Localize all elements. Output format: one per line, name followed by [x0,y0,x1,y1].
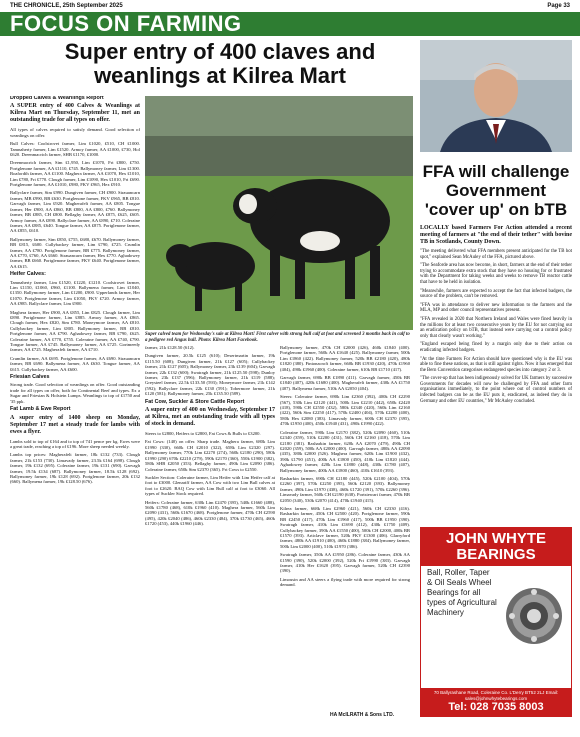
paragraph: Fat Cows: (140) on offer. Sharp trade. Maghera farmer, 680k Lim £1990 (330), 660k CH £2010 (322), 658k Lim £2320 (297). Ballymoney farmer, 770k Lim £2270 (274), 560k £2180 (290), 580k £1990 (290) 670k £2210 (279), 590k £2170 (360), 550k £1900 (382), 580k SHB £2050 (353). Bellaghy farmer, 490k Lim £2090 (386). Coleraine farmer, 650k Sim £2370 (365). Fri Cows to £2550. [145,439,275,472]
paragraph: Limousin and AA steers a flying trade with more required for strong demand. [280,576,410,588]
paragraph: Dreenmacrich farmer, Sim £1,950, Lim £1070, Fri £800, £750. Portglenone farmer, AA £1110, £745. Ballymoney farmer, Lim £1300. Boafordth farmer, AA £1100. Maghera farmer, AA £1070, Hex £1010, Lim £780, Fri £770. Clough farmer, Lim £1090, Hex £1010, Fri £690. Portglenone farmer, AA £1010, £980, FKV £965, Hex £910. [10,160,140,188]
paragraph: All types of calves required to satisfy demand. Good selection of weanlings on offer. [10,127,140,138]
side-strapline: LOCALLY based Farmers For Action attended a recent meeting of farmers at "the end of their tether" with bovine TB in Scotlands, County Down. [420,225,572,245]
subhead: Fat Lamb & Ewe Report [10,406,71,413]
section-title: FOCUS ON FARMING [10,11,242,36]
paragraph: "Meanwhile, farmers are expected to accept the fact that infected badgers, the source of the problem, can't be removed. [420,288,572,300]
paragraph: "England escaped being fined by a margin only due to their action on eradicating infected badgers. [420,342,572,353]
paragraph: Kilrea farmer, 668k Lim £2960 (421), 560k CH £2330 (416). Rasharkin farmer, 450k CH £2500 (420). Portglenone farmer, 590k BB £2450 (417), 470k Lim £1960 (417), 500k BB £1950 (390). Swatragh farmer, 410k Lim £1690 (412), 430k £1750 (409). Cullybackey farmer, 390k AA £1550 (400), 500k CH £2000, 400k BB £1570 (393). Articlave farmer, 520k FKV £1300 (406). Glarryford farmer, 480k AA £1910 (400), 460k £1880 (384). Ballymoney farmer, 500k Lim £2000 (400), 510k £1970 (386). [280,505,410,549]
paragraph: Crumlin farmer, AA £695. Portglenone farmer, AA £690. Strauancarn farmer, BB £690. Ballymena farmer, AA £630. Tongue farmer, AA £615. Cullybackey farmer, AA £600. [10,355,140,372]
paragraph: Heifers: Coleraine farmer, 630k Lim £2470 (395), 540k £1660 (488), 560k £1780 (468), 610k £1960 (410). Maghera farmer, 560k Lim £2090 (431), 560k £1670 (468). Portglenone farmer, 470k CH £2590 (495), 420k £2040 (486), 460k £2330 (484), 370k £1730 (465), 460k £1720 (453), 440k £1960 (446). [145,499,275,527]
paragraph: "At the time Farmers For Action should have questioned why is the EU was able to fine these nations, as that is still against rights. Now it has emerged that the Bern Convention categorises endangered species into category 2 or 3. [420,356,572,373]
advert-phone[interactable]: Tel: 028 7035 8003 [448,701,544,713]
strapline: A SUPER entry of 400 Calves & Weanlings at Kilrea Mart on Thursday, September 11, met an outstanding trade for all types on offer. [10,103,140,124]
paragraph: Dungiven farmer, 20.5k £125 (610); Desertmartin farmer, 19k £115.50 (608); Dungiven farmer, 21k £127 (605); Cullybackey farmer, 21k £127 (605); Ballymoney farmer, 23k £139 (604); Garvagh farmer, 22k £132 (600); Swatragh farmer, 21k £125.50 (598); Dunloy farmer, 23k £137 (596); Ballymoney farmer, 21k £119 (588); Greysteel farmer, 22.5k £133.50 (593); Moneymore farmer, 21k £142 (592); Ballyclare farmer, 22k £130 (591); Tobermore farmer, 21k £120 (581); Ballymoney farmer, 25k £135.50 (589). [145,353,275,397]
cattle-photo-illustration [145,96,413,336]
paragraph: farmer, 21k £128.50 (612). [145,345,195,350]
subhead: Friesian Calves [10,374,50,381]
cattle-photo [145,96,413,336]
advert-footer [421,688,571,716]
publication-line: THE CHRONICLE, 25th September 2025 [10,3,123,9]
paragraph: Lambs top prices: Magherafelt farmer, 18k £132 (733). Clough farmer, 21k £153 (730). Limavady farmer, 23.5k £164 (698). Clough farmer, 19k £132 (695). Coleraine farmer, 19k £131 (690). Garvagh farmer, 19.5k £134 (687). Ballymoney farmer, 18.5k £128 (692). Ballymoney farmer, 19k £128 (692). Portglenone farmer, 20k £132 (660). Ballymena farmer, 19k £128.50 (676). [10,452,140,485]
strapline: A super entry of 1400 sheep on Monday, September 17 met a steady trade for lambs with ewes a flyer. [10,414,140,435]
paragraph: Ballyclare farmer, Sim £990. Dungiven farmer, CH £900. Strauancarn farmer, MB £990, BB £630. Portglenone farmer, FKV £965, BB £810. Garvagh farmer, Lim £920. Magherafelt farmer, AA £805. Tongue farmer, Her £900, AA £860, BB £800, AA £800, £760. Ballymoney farmer, BB £885, CH £800. Bellaghy farmer, AA £875, £625, £605. Armoy farmer, AA £890. Ballyclare farmer, AA £890, £710. Coleraine farmer, AA £885, £640. Tongue farmer, AA £875. Portglenone farmer, AA £855, £610. [10,190,140,234]
advert-address: 70 Ballyrashane Road, Coleraine Co. L'Derry BT52 2LJ Email: sales@johnwhytebearings.com [433,690,559,701]
paragraph: Ballymoney farmer, 470k CH £2000 (426), 460k £1840 (400). Portglenone farmer, 560k AA £1640 (425). Ballymoney farmer, 500k Lim £1860 (422). Ballymoney farmer, 520k BB £2180 (420), 480k £1820 (380). Fintonacroft farmer, 660k BB £1930 (420), 470k £1960 (404), 490k £1960 (400). Coleraine farmer, 610k BB £1710 (417). [280,345,410,372]
paragraph: Ballymoney farmer, Sim £850, £755, £680, £670. Ballymoney farmer, BB £815, £600. Cullybackey farmer, Lim £790, £725. Crumlin farmer, AA £780. Portglenone farmer, BB £775. Ballymoney farmer, AA £770, £760, AA £660. Strauancarn farmer, Hex £770. Aghadowey farmer, BB £660. Portglenone farmer, FKV £640. Portglenone farmer, AA £615. [10,236,140,269]
bearing-icon [501,578,567,658]
paragraph: Suckler Section: Coleraine farmer, Lim Heifer with Lim Heifer calf at foot to £3000. Glenariff farmer, AA Cow with two Lim Bull calves at foot to £2620. BAQ Cow with Lim Bull calf at foot to £3060. All types of Suckler Stock required. [145,474,275,497]
side-body [420,225,572,404]
paragraph: Strong trade. Good selection of weanlings on offer. Good outstanding trade for all types on offer, both for Continental Beef and types. Ex a Sugar and Friesian & Holstein Lumps. Weanlings to top of £1750 and '35 ppk. [10,382,140,404]
paragraph: Bull Calves: Coolstrovet farmer, Lim £1020, £510, CH £1000. Tamnaherty farmer, Lim £1520. Armoy farmer, AA £1000, £730, Hol £620. Dreenmacrich farmer, SHB £1170, £1000. [10,141,140,158]
paragraph: "The cover-up that has been indigenously solved for UK farmers by successive Governments for decades will now be challenged by FFA and other farm organisations immediately, to the point where out of control numbers of infected badgers can be as the EU puts it, eradicated, as indeed they do in Germany and other EU countries," Mr McAuley concluded. [420,376,572,404]
section-banner [0,12,580,36]
photo-credit: HA McILRATH & Sons LTD. [330,712,395,718]
advert-description: Ball, Roller, Taper & Oil Seals Wheel Bearings for all types of Agricultural Machinery [427,568,497,617]
paragraph: "FFA revealed in 2020 that Northern Ireland and Wales were fined heavily in the millions for at least two consecutive years by the EU for not carrying out an eradication policy on bTB, that instead were carrying out a control policy only that clearly wasn't working." [420,316,572,339]
article-column-1 [10,96,140,696]
portrait-illustration [420,40,572,152]
paragraph: "The meeting delivered what FFA members present anticipated for the TB hot spot," explained Sean McAuley of the FFA, pictured above. [420,249,572,260]
article-column-3 [280,345,410,695]
portrait-photo [420,40,572,152]
page-number: Page 33 [547,3,570,9]
paragraph: Rasharkin farmer, 690k CH £2180 (445), 520k £2100 (404), 570k £2260 (397), 570k £2250 (395), 560k £2120 (393). Ballymoney farmer, 490k Lim £1970 (438), 460k £1720 (391), 570k £2260 (396). Limavady farmer, 560k CH £2190 (638). Portstewart farmer, 470k BB £2050 (340), 530k £2070 (414), 470k £1940 (415). [280,475,410,503]
paragraph: Steers to £2800, Heifers to £2800, Fat Cows & Bulls to £3200. [145,431,261,437]
paragraph: "The Seaforde area has now become, in short, farmers at the end of their tether trying to accommodate extra stock that they have no housing for or frustrated with the Department for taking weeks and weeks to remove TB reactor cattle that have to be held in isolation. [420,263,572,285]
paragraph: Lambs sold to top of £164 and to top of 741 pence per kg. Ewes were a great trade, reaching a top of £196. More sheep needed weekly. [10,438,140,449]
side-story [420,40,572,407]
paragraph: Garvagh farmer, 690k BB £1890 (411). Garvagh farmer, 450k BB £1840 (407), 420k £1680 (400). Magherafelt farmer, 430k AA £1750 (407). Ballymena farmer, 510k AA £2050 (404). [280,375,410,391]
paragraph: Steers: Coleraine farmer, 690k Lim £2360 (392), 400k CH £2290 (567), 530k Lim £2120 (441), 500k Lim £2210 (442), 650k £2420 (418), 590k CH £2550 (432), 580k £2340 (420), 560k Lim £2160 (422), 560k Sim £2250 (417), 570k £2400 (404), 570k £2280 (400), 580k Hex £2080 (383). Limavady farmer, 600k CH £2370 (395), 470k £1950 (400), 450k £1940 (431), 490k £1990 (422). [280,394,410,427]
subhead: Fat Cow, Suckler & Store Cattle Report [145,398,245,405]
subhead: Dropped Calves & Weanlings Report [10,96,104,101]
advert-brand: JOHN WHYTE BEARINGS [421,528,571,566]
paragraph: Maghera farmer, Her £900, AA £855, Lim £825. Clough farmer, Lim £890. Portglenone farmer, Lim £885. Armoy farmer, AA £865. Clough farmer, Hex £820, Sim £780. Moneymore farmer, AA £810. Cullybackey farmer, Lim £805. Ballymoney farmer, BB £810. Portglenone farmer, AA £790. Aghadowey farmer, BB £790, £625. Coleraine farmer, AA £770, £755. Coleraine farmer, AA £740, £790. Tongue farmer, AA £745. Ballymoney farmer, AA £725. Gortmeedy farmer, AA £725. Magherafelt farmer, AA £710. [10,309,140,353]
paragraph: Tamnaherty farmer, Lim £1520, £1220, £1210. Coolstrovet farmer, Lim £1150, £1060, £960, £1100. Ballymena farmer, Lim £1040, £1350. Ballymoney farmer, Lim £1200, £900. Upperlands farmer, Her £1070. Portglenone farmer, Lim £1050, FKV £720. Armoy farmer, AA £985. Ballyclare farmer, Lim £900. [10,279,140,307]
paragraph: "FFA was in attendance to deliver new information to the farmers and the MLA, MP and other council representatives present. [420,302,572,314]
strapline: A super entry of 400 on Wednesday, September 17 at Kilrea, met an outstanding trade with all types of stock in demand. [145,407,275,428]
side-headline: FFA will challenge Government 'cover up' on bTB [422,162,570,219]
subhead: Heifer Calves: [10,271,46,278]
paragraph: Coleraine farmer, 590k Lim £2170 (382), 520k £2090 (460), 510k £2340 (359), 510k £2200 (431), 560k CH £2160 (418), 570k Lim £2180 (381). Rasharkin farmer, 620k AA £2070 (479), 490k CH £2020 (359), 500k AA £2000 (400). Garvagh farmer, 480k AA £2090 (435), 380k £2000 (526). Maghera farmer, 620k Lim £1900 (432), 390k £1790 (451), 400k AA £1800 (450), 410k Lim £1820 (444). Aghadowey farmer, 420k Lim £1880 (448), 430k £1780 (407), Ballymoney farmer, 400k AA £1800 (460), 410k £1610 (393). [280,429,410,473]
article-column-2 [145,345,275,695]
paragraph: Swatragh farmer, 350k AA £1950 (286). Coleraine farmer, 430k AA £1590 (390), 520k £2000 (392), 520k Fri £1990 (383). Garvagh farmer, 410k Her £1620 (395). Garvagh farmer, 520k CH £2390 (390). [280,552,410,574]
photo-caption: Super calved team for Wednesday's sale at Kilrea Mart! First calver with strong bull calf at foot and screened 3 months back in calf to a pedigree red Angus bull. Photo: Kilrea Mart Facebook. [145,330,413,343]
main-headline: Super entry of 400 claves and weanlings at Kilrea Mart [64,39,376,88]
bearings-advert[interactable] [420,527,572,717]
